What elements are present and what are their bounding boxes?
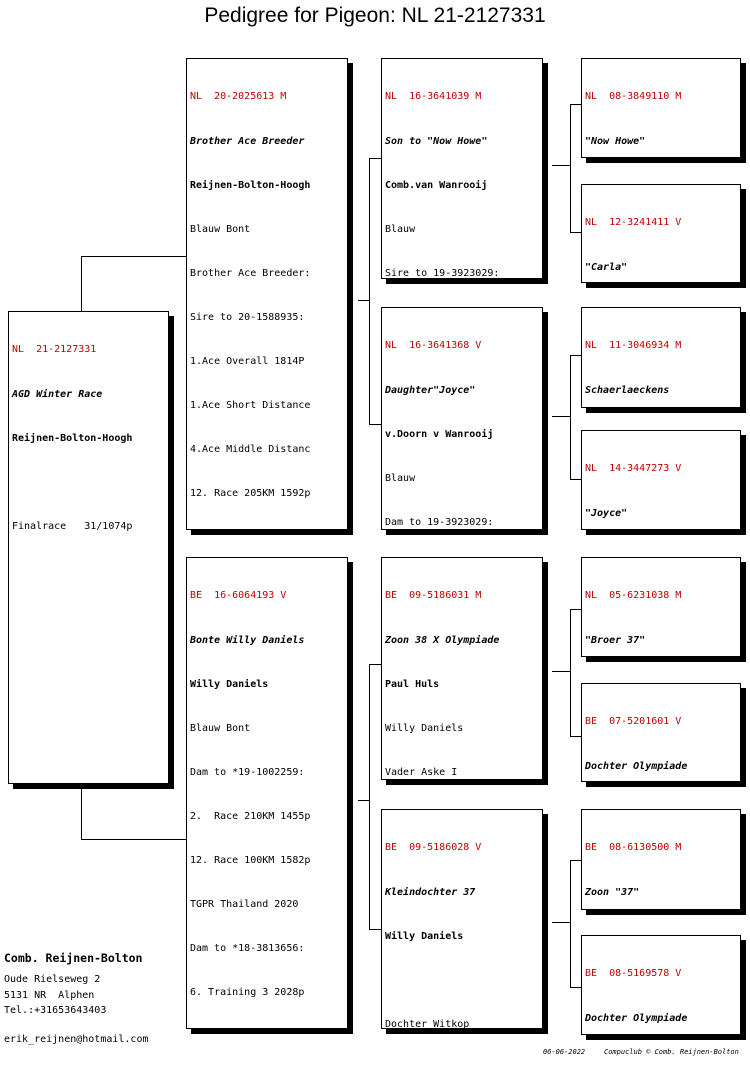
- detail-line: Dam to 19-3923029:: [385, 516, 494, 528]
- connector-line: [369, 664, 381, 665]
- detail-line: Sire to 20-1588935:: [190, 311, 305, 323]
- pigeon-name: "Now Howe": [585, 135, 646, 147]
- pigeon-name: "Carla": [585, 261, 628, 273]
- pigeon-card-dds: [581, 809, 741, 910]
- detail-line: 2. Race 210KM 1455p: [190, 810, 311, 822]
- owner-name: Comb. Reijnen-Bolton: [4, 951, 143, 965]
- breeder-name: Comb.van Wanrooij: [385, 179, 488, 191]
- pigeon-card-sdd: [581, 430, 741, 530]
- detail-line: Sire to 19-3923029:: [385, 267, 500, 279]
- pigeon-name: "Broer 37": [585, 634, 646, 646]
- connector-line: [81, 784, 82, 839]
- breeder-name: Reijnen-Bolton-Hoogh: [12, 432, 133, 444]
- pigeon-name: "Joyce": [585, 507, 628, 519]
- pigeon-name: Zoon "37": [585, 886, 640, 898]
- pigeon-card-sss: [581, 58, 741, 158]
- detail-line: [12, 476, 165, 491]
- breeder-name: Willy Daniels: [190, 678, 269, 690]
- pigeon-name: Dochter Olympiade: [585, 1012, 688, 1024]
- detail-line: 1.Ace Short Distance: [190, 400, 311, 412]
- breeder-name: v.Doorn v Wanrooij: [385, 428, 494, 440]
- detail-line: Dam to *19-1002259:: [190, 766, 305, 778]
- ring-number: NL 11-3046934 M: [585, 340, 682, 352]
- detail-line: Brother Ace Breeder:: [190, 267, 311, 279]
- pigeon-card-dam-dam: [381, 809, 543, 1029]
- detail-line: 6. Training 3 2028p: [190, 987, 305, 999]
- pigeon-card-sire-dam: [381, 307, 543, 530]
- ring-number: BE 08-6130500 M: [585, 842, 682, 854]
- pigeon-name: Schaerlaeckens: [585, 384, 670, 396]
- pigeon-name: Daughter"Joyce": [385, 384, 476, 396]
- detail-line: Blauw: [385, 472, 416, 484]
- owner-address: Oude Rielseweg 2: [4, 974, 101, 985]
- detail-line: Willy Daniels: [385, 722, 464, 734]
- connector-line: [369, 158, 370, 424]
- ring-number: NL 05-6231038 M: [585, 590, 682, 602]
- pigeon-name: Brother Ace Breeder: [190, 135, 305, 147]
- ring-number: NL 14-3447273 V: [585, 463, 682, 475]
- pigeon-card-dam-sire: [381, 557, 543, 780]
- pigeon-card-sire-sire: [381, 58, 543, 279]
- ring-number: NL 08-3849110 M: [585, 91, 682, 103]
- detail-line: TGPR Thailand 2020: [190, 899, 299, 911]
- detail-line: Vader Aske I: [385, 766, 458, 778]
- pigeon-name: Kleindochter 37: [385, 886, 476, 898]
- pigeon-card-dss: [581, 557, 741, 657]
- page-title: Pedigree for Pigeon: NL 21-2127331: [204, 4, 546, 27]
- pigeon-name: Dochter Olympiade: [585, 760, 688, 772]
- detail-line: Finalrace 31/1074p: [12, 520, 133, 532]
- ring-number: BE 09-5186031 M: [385, 590, 482, 602]
- connector-line: [570, 355, 571, 479]
- connector-line: [552, 416, 571, 417]
- connector-line: [369, 424, 381, 425]
- connector-line: [369, 664, 370, 929]
- detail-line: 12. Race 100KM 1582p: [190, 855, 311, 867]
- connector-line: [369, 929, 381, 930]
- pigeon-card-subject: [8, 311, 169, 784]
- detail-line: 1.Ace Overall 1814P: [190, 356, 305, 368]
- ring-number: NL 12-3241411 V: [585, 217, 682, 229]
- owner-phone: Tel.:+31653643403: [4, 1005, 107, 1016]
- ring-number: NL 16-3641039 M: [385, 91, 482, 103]
- pigeon-name: AGD Winter Race: [12, 388, 103, 400]
- connector-line: [570, 609, 571, 736]
- pigeon-name: Bonte Willy Daniels: [190, 634, 305, 646]
- breeder-name: Paul Huls: [385, 678, 440, 690]
- credit-text: Compuclub © Comb. Reijnen-Bolton: [604, 1048, 739, 1056]
- ring-number: BE 16-6064193 V: [190, 590, 287, 602]
- pigeon-card-dam: [186, 557, 348, 1029]
- connector-line: [81, 256, 186, 257]
- pigeon-card-ddd: [581, 935, 741, 1035]
- detail-line: [385, 974, 539, 989]
- detail-line: Dam to *18-3813656:: [190, 943, 305, 955]
- connector-line: [81, 256, 82, 312]
- detail-line: 4.Ace Middle Distanc: [190, 444, 311, 456]
- ring-number: BE 08-5169578 V: [585, 968, 682, 980]
- owner-email: erik_reijnen@hotmail.com: [4, 1034, 149, 1045]
- ring-number: BE 07-5201601 V: [585, 716, 682, 728]
- detail-line: Dochter Witkop: [385, 1018, 470, 1029]
- ring-number: NL 21-2127331: [12, 344, 97, 356]
- ring-number: NL 16-3641368 V: [385, 340, 482, 352]
- connector-line: [358, 300, 370, 301]
- detail-line: Blauw Bont: [190, 223, 251, 235]
- ring-number: BE 09-5186028 V: [385, 842, 482, 854]
- connector-line: [552, 922, 571, 923]
- connector-line: [358, 800, 370, 801]
- connector-line: [570, 860, 571, 987]
- detail-line: 12. Race 205KM 1592p: [190, 488, 311, 500]
- pigeon-card-sds: [581, 307, 741, 408]
- pigeon-card-ssd: [581, 184, 741, 283]
- pigeon-name: Son to "Now Howe": [385, 135, 488, 147]
- pigeon-name: Zoon 38 X Olympiade: [385, 634, 500, 646]
- detail-line: Blauw Bont: [190, 722, 251, 734]
- connector-line: [570, 104, 571, 232]
- pigeon-card-dsd: [581, 683, 741, 782]
- breeder-name: Willy Daniels: [385, 930, 464, 942]
- pigeon-card-sire: [186, 58, 348, 530]
- print-date: 06-06-2022: [543, 1048, 586, 1056]
- connector-line: [81, 839, 186, 840]
- breeder-name: Reijnen-Bolton-Hoogh: [190, 179, 311, 191]
- connector-line: [552, 671, 571, 672]
- detail-line: Blauw: [385, 223, 416, 235]
- owner-city: 5131 NR Alphen: [4, 990, 95, 1001]
- ring-number: NL 20-2025613 M: [190, 91, 287, 103]
- connector-line: [369, 158, 381, 159]
- connector-line: [552, 165, 571, 166]
